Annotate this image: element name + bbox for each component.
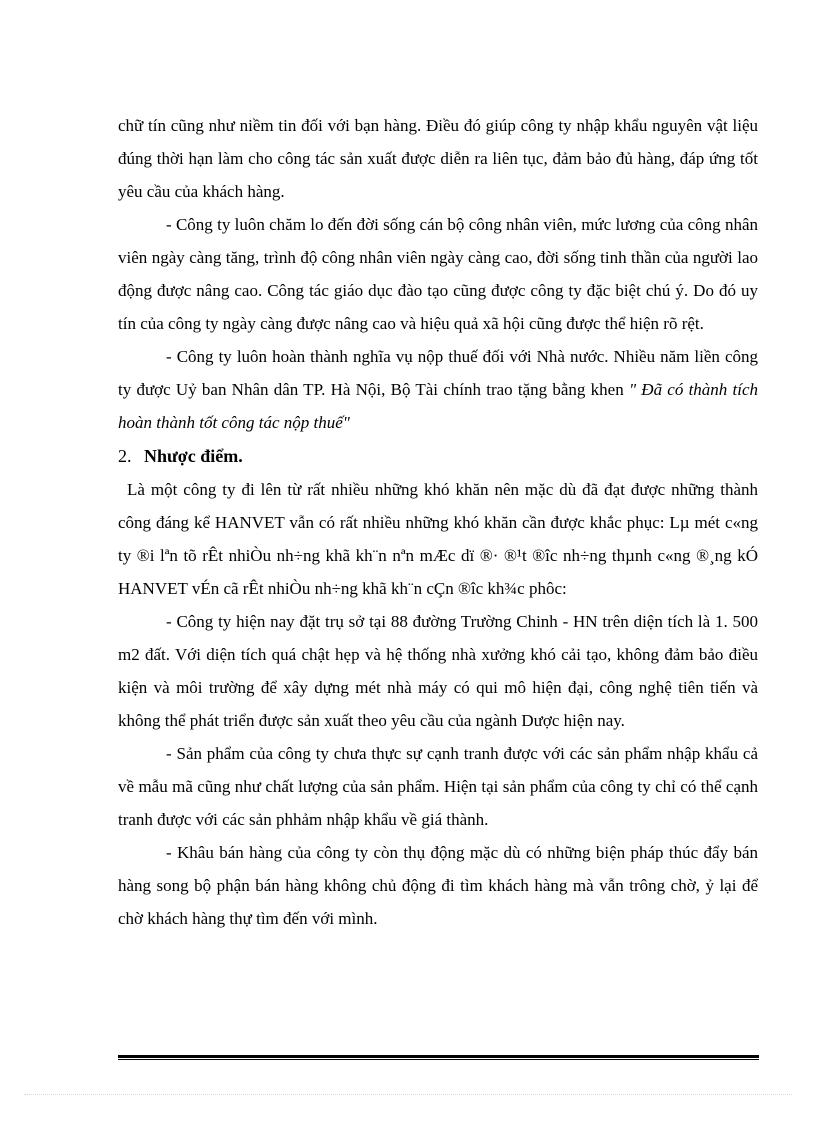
paragraph-sales: - Khâu bán hàng của công ty còn thụ động mặc dù có những biện pháp thúc đẩy bán hàng song bộ phận bán hàng không chủ động đi tìm khách hàng mà vẫn trông chờ, ỷ lại để chờ khách hàng thự tìm đến với mình. [118,843,758,928]
section-title: Nhược điểm. [144,446,243,466]
paragraph-product-competition: - Sản phẩm của công ty chưa thực sự cạnh tranh được với các sản phẩm nhập khẩu cả về mẫu mã cũng như chất lượng của sản phẩm. Hiện tại sản phẩm của công ty chỉ có thể cạnh tranh được với các sản phhảm nhập khẩu về giá thành. [118,744,758,829]
paragraph-employee-care: - Công ty luôn chăm lo đến đời sống cán bộ công nhân viên, mức lương của công nhân viên ngày càng tăng, trình độ công nhân viên ngày càng cao, đời sống tinh thần của người lao động được nâng cao. Công tác giáo dục đào tạo cũng được công ty đặc biệt chú ý. Do đó uy tín của công ty ngày càng được nâng cao và hiệu quả xã hội cũng được thể hiện rõ rệt. [118,215,758,333]
page-body [118,109,758,935]
page-bottom-dotted-line [24,1094,792,1095]
paragraph-headquarters: - Công ty hiện nay đặt trụ sở tại 88 đường Trường Chinh - HN trên diện tích là 1. 500 m2 đất. Với diện tích quá chật hẹp và hệ thống nhà xưởng khó cải tạo, không đảm bảo điều kiện và môi trường để xây dựng mét nhà máy có qui mô hiện đại, công nghệ tiên tiến và không thể phát triển được sản xuất theo yêu cầu của ngành Dược hiện nay. [118,612,758,730]
paragraph-tax-obligation [118,340,758,439]
section-heading [118,439,758,473]
paragraph-tax-text: - Công ty luôn hoàn thành nghĩa vụ nộp thuế đối với Nhà nước. Nhiều năm liền công ty được Uỷ ban Nhân dân TP. Hà Nội, Bộ Tài chính trao tặng bằng khen [118,347,758,399]
section-number: 2. [118,446,132,466]
footer-double-rule [118,1055,759,1060]
paragraph-intro-weaknesses: Là một công ty đi lên từ rất nhiều những khó khăn nên mặc dù đã đạt được những thành công đáng kể HANVET vẫn có rất nhiều những khó khăn cần được khắc phục: Lµ mét c«ng ty ®i lªn tõ rÊt nhiÒu nh÷ng khã kh¨n nªn mÆc dï ®· ®¹t ®îc nh÷ng thµnh c«ng ®¸ng kÓ HANVET vÉn cã rÊt nhiÒu nh÷ng khã kh¨n cÇn ®îc kh¾c phôc: [118,480,758,598]
award-quote: " Đã có thành tích hoàn thành tốt công tác nộp thuế" [118,380,759,432]
paragraph-trust: chữ tín cũng như niềm tin đối với bạn hàng. Điều đó giúp công ty nhập khẩu nguyên vật liệu đúng thời hạn làm cho công tác sản xuất được diễn ra liên tục, đảm bảo đủ hàng, đáp ứng tốt yêu cầu của khách hàng. [118,116,758,201]
